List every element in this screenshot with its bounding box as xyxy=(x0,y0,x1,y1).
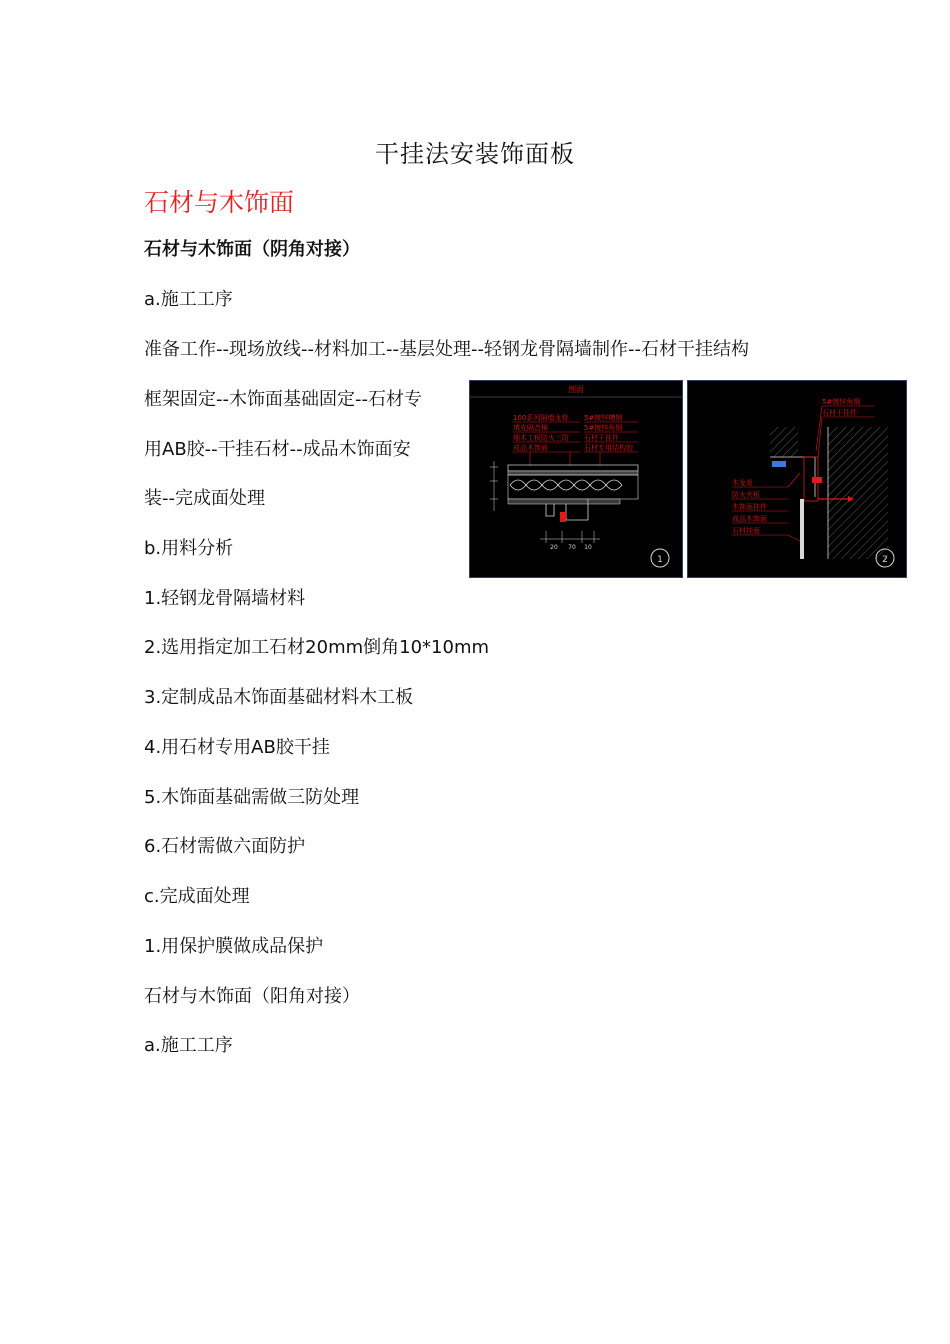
materials-item-5: 5.木饰面基础需做三防处理 xyxy=(144,787,360,808)
finish-item-1: 1.用保护膜做成品保护 xyxy=(144,936,324,957)
cad-drawing-detail xyxy=(687,380,907,578)
fig2-label-left-3: 木饰面挂件 xyxy=(732,503,767,511)
fig2-number: 2 xyxy=(882,555,888,565)
fig1-dim-1: 20 xyxy=(550,544,558,551)
fig2-label-left-4: 成品木饰面 xyxy=(732,515,767,523)
fig2-label-top-1: 5#镀锌角钢 xyxy=(822,398,861,406)
fig1-label-left-3: 细木工板防火三防 xyxy=(513,434,569,442)
fig2-label-left-2: 防火夹板 xyxy=(732,491,760,499)
materials-item-4: 4.用石材专用AB胶干挂 xyxy=(144,737,330,758)
fig1-number: 1 xyxy=(657,555,663,565)
materials-item-2: 2.选用指定加工石材20mm倒角10*10mm xyxy=(144,637,490,658)
materials-item-1: 1.轻钢龙骨隔墙材料 xyxy=(144,588,306,609)
process-label: a.施工工序 xyxy=(144,289,233,310)
process-line-1: 准备工作--现场放线--材料加工--基层处理--轻钢龙骨隔墙制作--石材干挂结构 xyxy=(144,339,749,360)
fig1-title: 剖面 xyxy=(568,385,584,394)
fig1-label-right-2: 5#镀锌角钢 xyxy=(584,424,623,432)
materials-item-3: 3.定制成品木饰面基础材料木工板 xyxy=(144,687,414,708)
process-line-4: 装--完成面处理 xyxy=(144,488,265,509)
materials-item-6: 6.石材需做六面防护 xyxy=(144,836,306,857)
process-label-2: a.施工工序 xyxy=(144,1035,233,1056)
fig1-dim-2: 70 xyxy=(568,544,576,551)
fig1-label-right-4: 石材专用结构胶 xyxy=(584,444,633,452)
fig2-label-left-1: 木龙骨 xyxy=(732,479,753,487)
process-line-2: 框架固定--木饰面基础固定--石材专 xyxy=(144,389,422,410)
cad-drawing-section xyxy=(469,380,683,578)
fig2-label-left-5: 石材挂面 xyxy=(732,527,760,535)
fig1-label-left-4: 成品木饰面 xyxy=(513,444,548,452)
fig2-label-top-2: 石材干挂件 xyxy=(822,409,857,417)
subheading-inside-corner: 石材与木饰面（阴角对接） xyxy=(144,239,360,260)
section-heading: 石材与木饰面 xyxy=(144,188,295,217)
page-title: 干挂法安装饰面板 xyxy=(375,140,575,168)
process-line-3: 用AB胶--干挂石材--成品木饰面安 xyxy=(144,439,411,460)
subheading-outside-corner: 石材与木饰面（阳角对接） xyxy=(144,986,360,1007)
materials-label: b.用料分析 xyxy=(144,538,234,559)
fig1-label-left-1: 100系列隔墙龙骨 xyxy=(513,414,569,422)
fig1-dim-3: 10 xyxy=(584,544,592,551)
fig1-label-right-3: 石材干挂件 xyxy=(584,434,619,442)
fig1-label-left-2: 填充隔音棉 xyxy=(513,424,548,432)
finish-label: c.完成面处理 xyxy=(144,886,250,907)
fig1-label-right-1: 5#镀锌槽钢 xyxy=(584,414,623,422)
